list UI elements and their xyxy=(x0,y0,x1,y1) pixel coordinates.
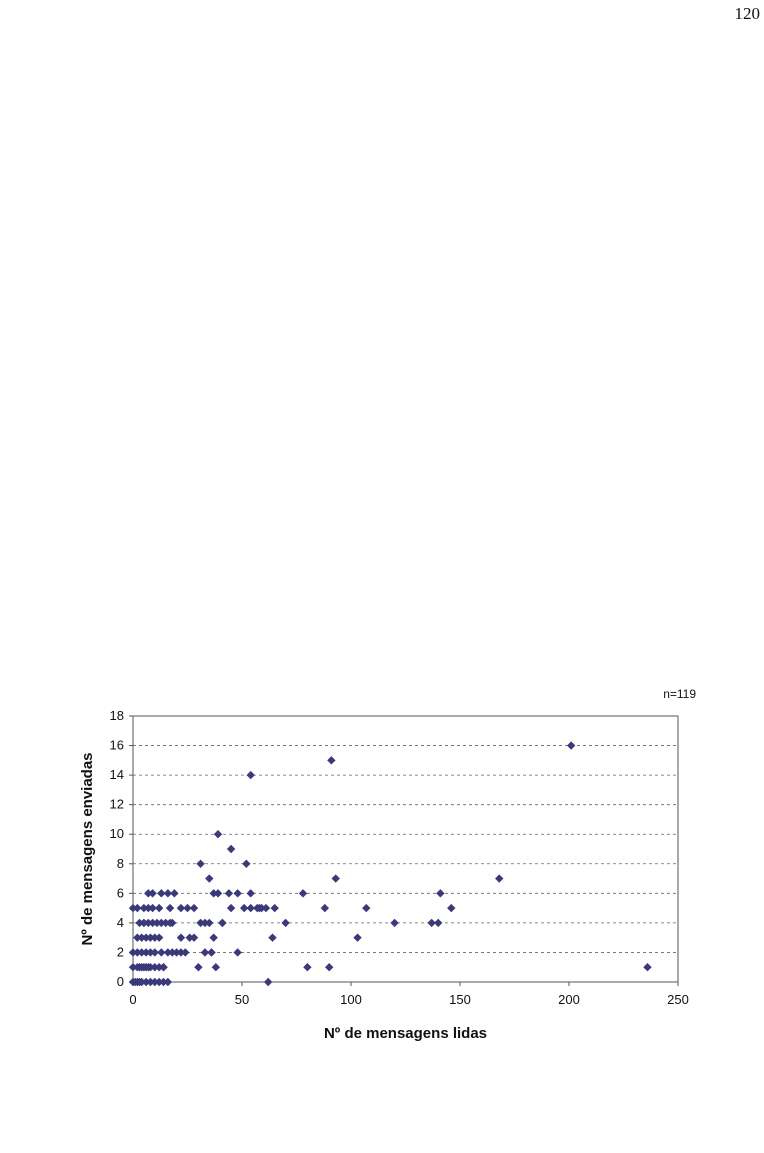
data-point xyxy=(159,963,167,971)
data-point xyxy=(168,948,176,956)
data-point xyxy=(227,845,235,853)
data-point xyxy=(205,919,213,927)
data-point xyxy=(227,904,235,912)
data-point xyxy=(495,874,503,882)
x-axis-title: Nº de mensagens lidas xyxy=(323,1025,488,1042)
y-tick-label: 12 xyxy=(109,796,124,812)
data-point xyxy=(140,919,148,927)
data-point xyxy=(233,889,241,897)
y-tick-label: 14 xyxy=(109,767,124,783)
data-point xyxy=(177,948,185,956)
data-point xyxy=(170,889,178,897)
y-axis-title: Nº de mensagens enviadas xyxy=(79,752,96,946)
y-tick-label: 18 xyxy=(109,708,124,723)
data-point xyxy=(155,904,163,912)
data-point xyxy=(209,933,217,941)
x-tick-label: 200 xyxy=(558,992,580,1007)
data-point xyxy=(268,933,276,941)
data-point xyxy=(247,889,255,897)
data-point xyxy=(390,919,398,927)
data-point xyxy=(281,919,289,927)
y-tick-label: 4 xyxy=(116,914,124,930)
data-point xyxy=(353,933,361,941)
y-axis-ticks xyxy=(110,708,133,989)
data-point xyxy=(247,771,255,779)
y-tick-label: 6 xyxy=(116,885,124,901)
data-point xyxy=(214,889,222,897)
y-tick-label: 0 xyxy=(116,974,124,989)
x-tick-label: 150 xyxy=(449,992,471,1007)
data-point xyxy=(242,860,250,868)
scatter-chart xyxy=(0,670,764,1070)
data-point xyxy=(299,889,307,897)
x-tick-label: 0 xyxy=(129,992,137,1007)
data-point xyxy=(207,948,215,956)
data-point xyxy=(362,904,370,912)
data-point xyxy=(148,889,156,897)
x-tick-label: 50 xyxy=(234,992,250,1007)
data-point xyxy=(643,963,651,971)
y-tick-label: 8 xyxy=(116,855,124,871)
data-point xyxy=(427,919,435,927)
x-axis-ticks xyxy=(129,982,688,1007)
data-point xyxy=(271,904,279,912)
data-point xyxy=(190,904,198,912)
gridlines xyxy=(133,746,678,953)
data-point xyxy=(303,963,311,971)
y-tick-label: 10 xyxy=(109,826,124,842)
data-point xyxy=(196,860,204,868)
plot-area xyxy=(133,716,678,982)
data-point xyxy=(436,889,444,897)
data-point xyxy=(155,933,163,941)
data-point xyxy=(157,919,165,927)
sample-size-note: n=119 xyxy=(663,687,696,701)
data-point xyxy=(325,963,333,971)
y-tick-label: 16 xyxy=(109,737,124,753)
data-point xyxy=(447,904,455,912)
data-point xyxy=(327,756,335,764)
page-number: 120 xyxy=(734,4,760,23)
x-tick-label: 250 xyxy=(667,992,689,1007)
data-point xyxy=(567,741,575,749)
data-point xyxy=(194,963,202,971)
data-point xyxy=(264,978,272,986)
data-point xyxy=(164,978,172,986)
y-tick-label: 2 xyxy=(116,944,124,960)
data-point xyxy=(205,874,213,882)
data-point xyxy=(225,889,233,897)
data-point xyxy=(218,919,226,927)
data-point xyxy=(214,830,222,838)
data-point xyxy=(177,933,185,941)
data-point xyxy=(233,948,241,956)
data-point xyxy=(185,933,193,941)
data-point xyxy=(212,963,220,971)
data-point xyxy=(321,904,329,912)
data-point xyxy=(332,874,340,882)
data-point xyxy=(166,904,174,912)
x-tick-label: 100 xyxy=(340,992,362,1007)
